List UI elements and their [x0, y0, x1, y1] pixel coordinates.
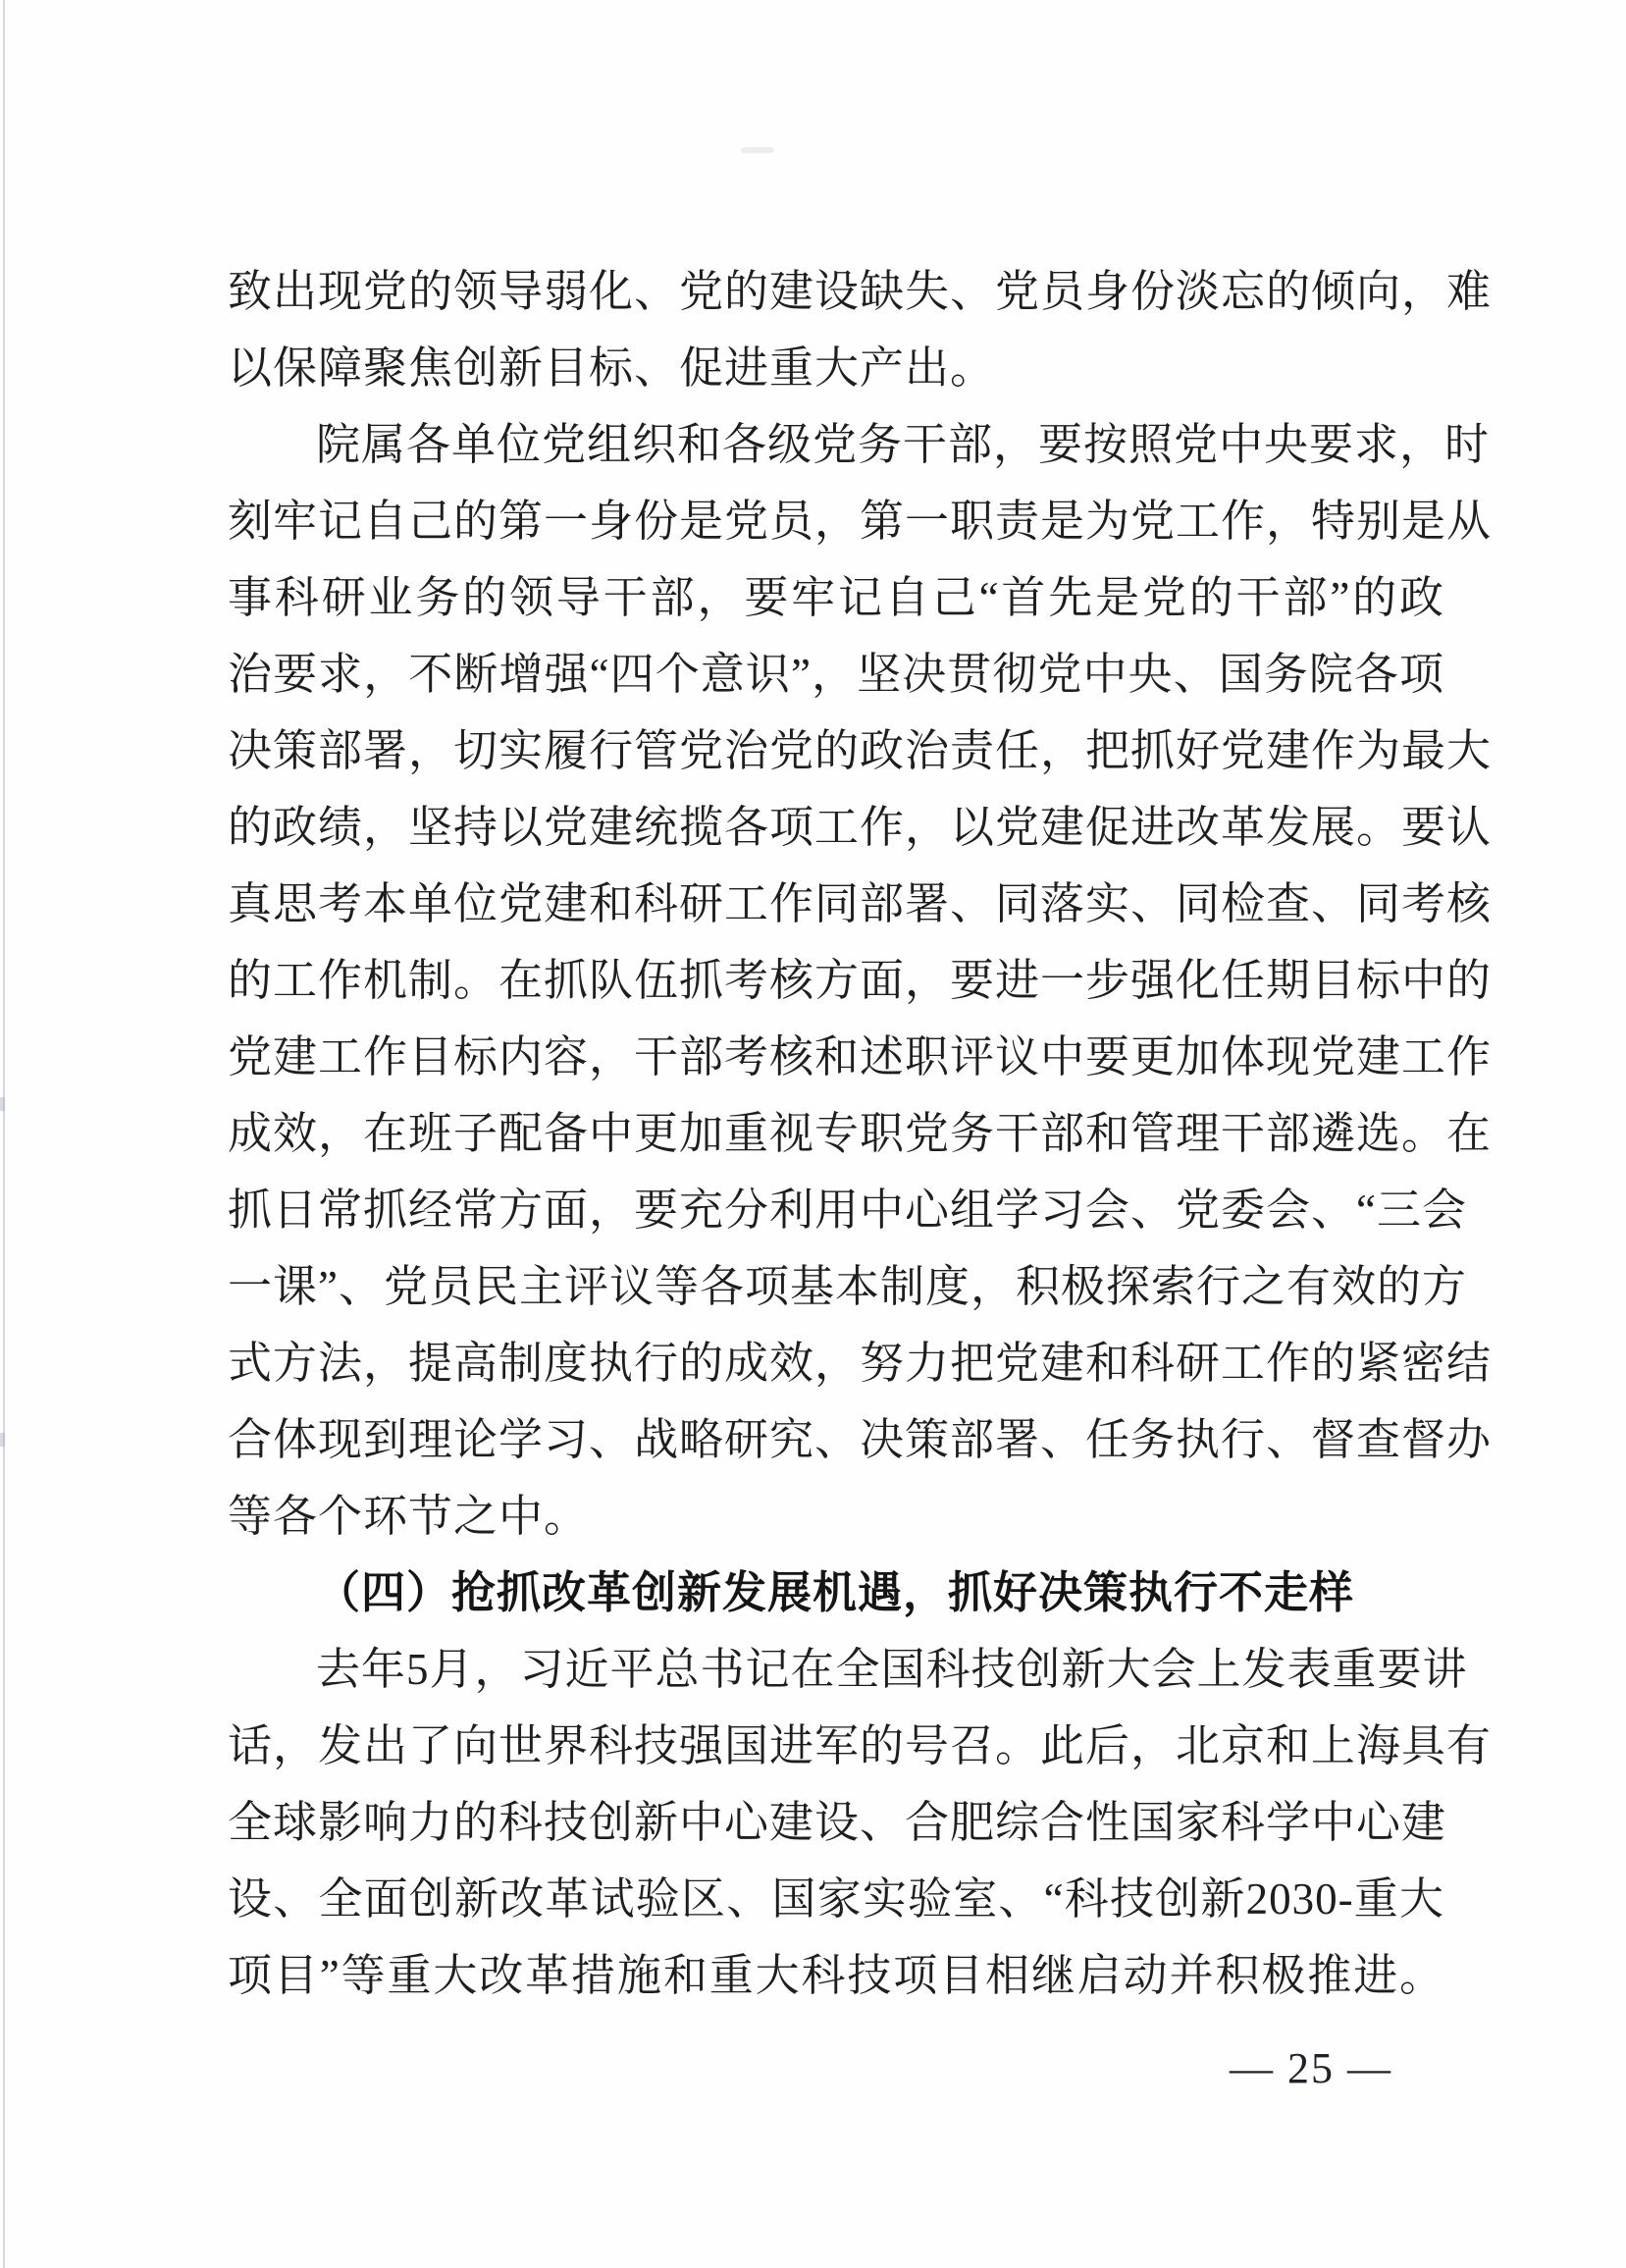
text-line: 设、全面创新改革试验区、国家实验室、“科技创新2030-重大 — [228, 1874, 1444, 1924]
text-line: 致出现党的领导弱化、党的建设缺失、党员身份淡忘的倾向，难 — [228, 267, 1493, 316]
text-line: 合体现到理论学习、战略研究、决策部署、任务执行、督查督办 — [228, 1415, 1493, 1464]
text-line: 一课”、党员民主评议等各项基本制度，积极探索行之有效的方 — [228, 1262, 1467, 1311]
text-line: 抓日常抓经常方面，要充分利用中心组学习会、党委会、“三会 — [228, 1186, 1467, 1235]
scan-artifact-speck — [0, 1433, 5, 1447]
text-line: 式方法，提高制度执行的成效，努力把党建和科研工作的紧密结 — [228, 1339, 1493, 1388]
text-line: 成效，在班子配备中更加重视专职党务干部和管理干部遴选。在 — [228, 1109, 1493, 1158]
text-line: 去年5月，习近平总书记在全国科技创新大会上发表重要讲 — [316, 1645, 1468, 1694]
text-line: 项目”等重大改革措施和重大科技项目相继启动并积极推进。 — [228, 1951, 1444, 2000]
scan-artifact-speck — [0, 1097, 5, 1111]
text-line: 全球影响力的科技创新中心建设、合肥综合性国家科学中心建 — [228, 1798, 1447, 1847]
text-line: 党建工作目标内容，干部考核和述职评议中要更加体现党建工作 — [228, 1032, 1493, 1081]
section-heading: （四）抢抓改革创新发展机遇，抓好决策执行不走样 — [316, 1568, 1355, 1617]
text-line: 的工作机制。在抓队伍抓考核方面，要进一步强化任期目标中的 — [228, 956, 1493, 1005]
text-line: 真思考本单位党建和科研工作同部署、同落实、同检查、同考核 — [228, 879, 1493, 928]
scan-artifact-smudge — [741, 147, 774, 153]
text-block — [228, 253, 1493, 2014]
scan-artifact-edge-line — [3, 0, 5, 2268]
page-number: — 25 — — [1230, 2044, 1392, 2092]
text-line: 院属各单位党组织和各级党务干部，要按照党中央要求，时 — [316, 420, 1491, 469]
text-line: 事科研业务的领导干部，要牢记自己“首先是党的干部”的政 — [228, 573, 1444, 622]
text-line: 刻牢记自己的第一身份是党员，第一职责是为党工作，特别是从 — [228, 497, 1493, 546]
text-line: 治要求，不断增强“四个意识”，坚决贯彻党中央、国务院各项 — [228, 650, 1444, 699]
text-line: 话，发出了向世界科技强国进军的号召。此后，北京和上海具有 — [228, 1721, 1493, 1770]
text-line: 以保障聚焦创新目标、促进重大产出。 — [228, 343, 996, 393]
text-line: 的政绩，坚持以党建统揽各项工作，以党建促进改革发展。要认 — [228, 803, 1493, 852]
text-line: 等各个环节之中。 — [228, 1492, 590, 1541]
text-line: 决策部署，切实履行管党治党的政治责任，把抓好党建作为最大 — [228, 726, 1493, 775]
